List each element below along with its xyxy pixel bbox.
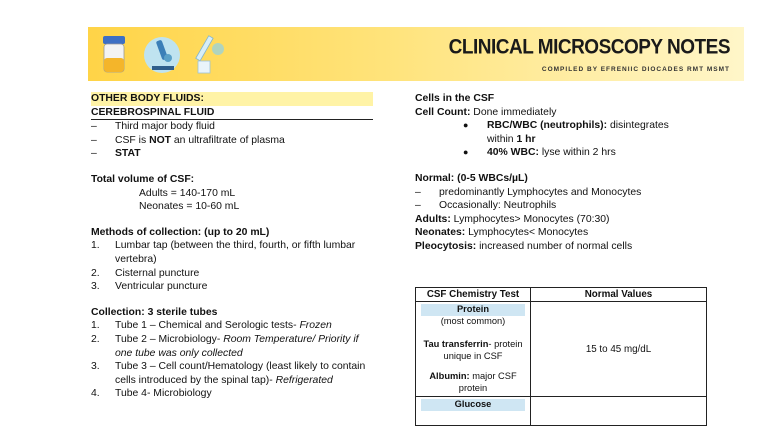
protein-value: 15 to 45 mg/dL bbox=[531, 302, 707, 397]
protein-cell: Protein (most common) Tau transferrin- protein unique in CSF Albumin: major CSF protein bbox=[416, 302, 531, 397]
left-column bbox=[91, 92, 373, 401]
list-item: 2. Cisternal puncture bbox=[91, 267, 200, 279]
glucose-cell bbox=[416, 397, 531, 426]
list-item: – STAT bbox=[91, 148, 141, 160]
volume-adults: Adults = 140-170 mL bbox=[139, 187, 236, 199]
collection-heading: Collection: 3 sterile tubes bbox=[91, 306, 218, 318]
cells-heading: Cells in the CSF bbox=[415, 93, 495, 104]
csf-chemistry-table bbox=[415, 287, 707, 426]
neonates-line: Neonates: Lymphocytes< Monocytes bbox=[415, 227, 589, 239]
list-item: 2. Tube 2 – Microbiology- Room Temperature/ Priority if one tube was only collected bbox=[91, 333, 359, 359]
table-row bbox=[416, 302, 707, 397]
list-item: 3. Ventricular puncture bbox=[91, 281, 208, 293]
list-item: – CSF is NOT an ultrafiltrate of plasma bbox=[91, 134, 285, 146]
column-header: CSF Chemistry Test bbox=[416, 288, 531, 302]
section-heading: OTHER BODY FLUIDS: bbox=[91, 92, 373, 106]
subsection-heading: CEREBROSPINAL FLUID bbox=[91, 106, 373, 121]
column-header: Normal Values bbox=[531, 288, 707, 302]
table-header-row bbox=[416, 288, 707, 302]
volume-heading: Total volume of CSF: bbox=[91, 173, 195, 185]
list-item: 3. Tube 3 – Cell count/Hematology (least likely to contain cells introduced by the spinal tap)- Refrigerated bbox=[91, 361, 366, 386]
adults-line: Adults: Lymphocytes> Monocytes (70:30) bbox=[415, 213, 610, 225]
methods-heading: Methods of collection: (up to 20 mL) bbox=[91, 226, 270, 238]
list-item: 4. Tube 4- Microbiology bbox=[91, 388, 212, 400]
author-credit: COMPILED BY EFRENIIC DIOCADES RMT MSMT bbox=[541, 66, 730, 73]
list-item: ● 40% WBC: lyse within 2 hrs bbox=[463, 147, 616, 159]
right-column bbox=[415, 92, 715, 254]
table-row bbox=[416, 397, 707, 426]
volume-neonates: Neonates = 10-60 mL bbox=[139, 201, 240, 213]
list-item: – Occasionally: Neutrophils bbox=[415, 200, 557, 212]
header-banner bbox=[88, 27, 744, 81]
glucose-tag: Glucose bbox=[421, 399, 525, 411]
page-title: CLINICAL MICROSCOPY NOTES bbox=[448, 35, 730, 59]
list-item: 1. Lumbar tap (between the third, fourth, or fifth lumbar vertebra) bbox=[91, 240, 356, 265]
glucose-value bbox=[531, 397, 707, 426]
list-item: – Third major body fluid bbox=[91, 121, 215, 133]
protein-tag: Protein bbox=[421, 304, 525, 316]
pleocytosis-line: Pleocytosis: increased number of normal cells bbox=[415, 240, 633, 252]
normal-heading: Normal: (0-5 WBCs/µL) bbox=[415, 172, 528, 184]
specimen-cup-icon bbox=[100, 34, 128, 76]
cell-count-line: Cell Count: Done immediately bbox=[415, 106, 557, 118]
list-item: 1. Tube 1 – Chemical and Serologic tests- Frozen bbox=[91, 320, 332, 332]
microscope-icon bbox=[140, 32, 184, 78]
list-item: ● RBC/WBC (neutrophils): disintegrates within 1 hr bbox=[463, 120, 669, 145]
list-item: – predominantly Lymphocytes and Monocytes bbox=[415, 186, 642, 198]
pipette-icon bbox=[194, 31, 228, 77]
